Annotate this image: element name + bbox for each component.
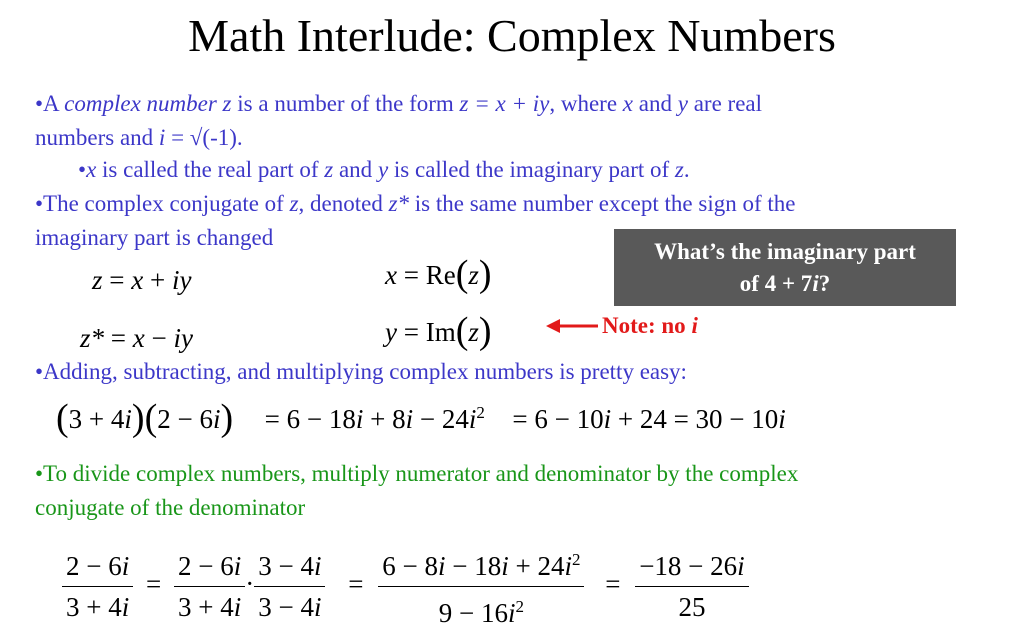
math-symbol: 3 − 4 [258, 551, 314, 581]
bullet-complex-definition [35, 87, 995, 155]
var-y: y [677, 91, 688, 116]
var-y: y [377, 157, 389, 182]
var-i: i [158, 125, 166, 150]
math-function: Re [425, 260, 456, 290]
math-symbol: 3 + 4 [66, 592, 122, 622]
bullet-text: •The complex conjugate of [35, 191, 290, 216]
math-symbol: 3 + 4 [177, 592, 234, 622]
bullet-text: •A [35, 91, 65, 116]
math-symbol: = [605, 568, 621, 599]
var-z: z [674, 157, 684, 182]
bullet-text: • [78, 157, 87, 182]
math-symbol: = 6 − 10 [512, 404, 604, 434]
equation-imaginary-part: y = Im(z) [385, 310, 492, 352]
math-symbol: i [405, 404, 414, 434]
bullet-text: is a number of the form [231, 91, 460, 116]
bullet-text: are real [687, 91, 762, 116]
note-no-i [602, 313, 698, 339]
var-z: z [324, 157, 334, 182]
bullet-text: conjugate of the denominator [35, 495, 306, 520]
math-symbol: = [146, 568, 162, 599]
fraction [378, 540, 584, 633]
math-symbol: z* [80, 323, 105, 353]
var-x: x [86, 157, 97, 182]
math-symbol: 6 − 8 [382, 551, 438, 581]
math-symbol: i [124, 404, 132, 434]
bullet-text: and [333, 157, 378, 182]
term-complex-number: complex number z [64, 91, 232, 116]
callout-text: ? [818, 270, 831, 296]
math-symbol: i [313, 592, 322, 622]
math-symbol: i [233, 551, 242, 581]
math-symbol: x [385, 260, 397, 290]
math-symbol: − 24 [413, 404, 469, 434]
math-exponent: 2 [515, 597, 524, 616]
bullet-text: and [633, 91, 678, 116]
math-symbol: i [437, 551, 446, 581]
math-symbol: 3 + 4 [68, 404, 125, 434]
math-symbol: i [603, 404, 612, 434]
callout-text: of 4 + 7 [739, 270, 813, 296]
callout-text: What’s the imaginary part [654, 238, 916, 264]
bullet-text: , denoted [298, 191, 389, 216]
math-symbol: z [92, 265, 103, 295]
math-symbol: − [144, 323, 174, 353]
math-symbol: · [245, 568, 255, 599]
var-z: z [289, 191, 299, 216]
math-symbol: iy [171, 265, 192, 295]
bullet-text: is called the imaginary part of [388, 157, 675, 182]
bullet-text: •To divide complex numbers, multiply numerator and denominator by the complex [35, 461, 799, 486]
math-symbol: = [104, 323, 133, 353]
bullet-arithmetic: •Adding, subtracting, and multiplying complex numbers is pretty easy: [35, 359, 687, 384]
math-symbol: i [507, 598, 516, 628]
math-symbol: i [121, 551, 130, 581]
math-symbol: + 24 [508, 551, 565, 581]
fraction [254, 546, 325, 627]
math-symbol: i [212, 404, 221, 434]
math-symbol: x [132, 323, 145, 353]
math-symbol: 2 − 6 [177, 551, 234, 581]
math-symbol: = [396, 317, 426, 347]
bullet-division [35, 457, 1005, 525]
math-symbol: i [121, 592, 130, 622]
math-exponent: 2 [476, 403, 485, 422]
math-symbol: z [468, 260, 479, 290]
math-symbol: z [468, 317, 479, 347]
bullet-text: , where [549, 91, 623, 116]
callout-text: i [812, 270, 819, 296]
math-symbol: 2 − 6 [157, 404, 213, 434]
math-symbol: i [313, 551, 322, 581]
page-title: Math Interlude: Complex Numbers [188, 10, 836, 61]
math-symbol: i [355, 404, 364, 434]
math-symbol: 3 − 4 [258, 592, 314, 622]
math-symbol: 25 [678, 592, 706, 622]
math-symbol: i [737, 551, 745, 581]
equation-multiplication: $(3 + 4i)(2 - 6i) = 6 - 18i + 8i - 24i^2 = 6 - 10i + 24 = 30 - 10i$ [56, 397, 786, 439]
equation-real-part: x = Re(z) [385, 253, 492, 295]
bullet-text: is the same number except the sign of the [409, 191, 796, 216]
math-symbol: x [131, 265, 144, 295]
note-text: i [691, 313, 698, 338]
math-exponent: 2 [571, 550, 581, 569]
equation-z-conjugate [80, 323, 193, 354]
math-symbol: −18 − 26 [639, 551, 738, 581]
math-symbol: y [385, 317, 397, 347]
math-symbol: i [778, 404, 786, 434]
bullet-text: . [683, 157, 690, 182]
arrow-left-icon [544, 316, 600, 336]
math-symbol: = [396, 260, 426, 290]
math-symbol: + [143, 265, 172, 295]
inline-formula: z = x + iy [459, 91, 550, 116]
var-z-conjugate: z* [388, 191, 410, 216]
fraction [635, 546, 748, 627]
math-symbol: + 8 [363, 404, 406, 434]
math-function: Im [425, 317, 456, 347]
fraction [174, 546, 245, 627]
bullet-text: is called the real part of [96, 157, 325, 182]
fraction [62, 546, 133, 627]
math-symbol: i [564, 551, 572, 581]
math-symbol: i [501, 551, 509, 581]
note-text: Note: no [602, 313, 692, 338]
math-symbol: = [102, 265, 132, 295]
math-symbol: i [468, 404, 477, 434]
math-symbol: i [233, 592, 242, 622]
bullet-text: imaginary part is changed [35, 225, 274, 250]
math-symbol: − 18 [445, 551, 502, 581]
math-symbol: iy [173, 323, 193, 353]
question-callout [614, 229, 956, 306]
math-symbol: = 6 − 18 [264, 404, 356, 434]
math-symbol: = [348, 568, 364, 599]
equation-z [92, 265, 191, 296]
math-symbol: 2 − 6 [66, 551, 122, 581]
sub-bullet-real-imaginary [78, 153, 690, 187]
math-symbol: 9 − 16 [438, 598, 508, 628]
var-x: x [622, 91, 634, 116]
bullet-text: numbers and [35, 125, 159, 150]
math-symbol: + 24 = 30 − 10 [611, 404, 779, 434]
equation-division [62, 540, 749, 633]
bullet-text: = √(-1). [165, 125, 243, 150]
